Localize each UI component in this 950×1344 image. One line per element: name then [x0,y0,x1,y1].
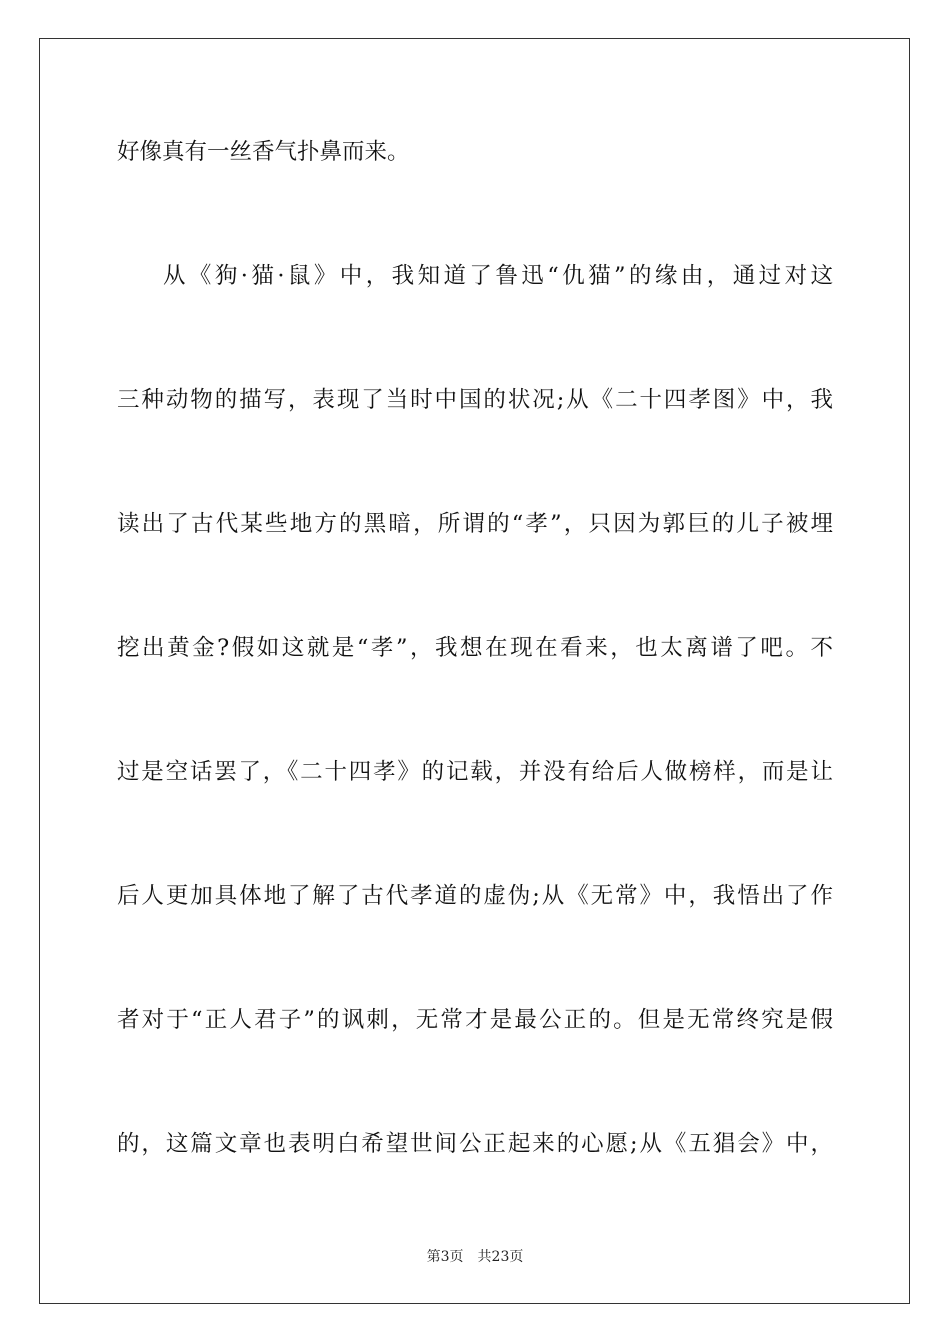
page-total: 共23页 [477,1249,524,1265]
paragraph-line: 三种动物的描写，表现了当时中国的状况;从《二十四孝图》中，我 [117,387,833,413]
paragraph-line: 从《狗·猫·鼠》中，我知道了鲁迅“仇猫”的缘由，通过对这 [163,263,833,289]
paragraph-line: 的，这篇文章也表明白希望世间公正起来的心愿;从《五猖会》中， [117,1131,833,1157]
paragraph-line: 者对于“正人君子”的讽刺，无常才是最公正的。但是无常终究是假 [117,1007,833,1033]
paragraph-line: 后人更加具体地了解了古代孝道的虚伪;从《无常》中，我悟出了作 [117,883,833,909]
paragraph-line: 过是空话罢了，《二十四孝》的记载，并没有给后人做榜样，而是让 [117,759,833,785]
paragraph-line: 读出了古代某些地方的黑暗，所谓的“孝”，只因为郭巨的儿子被埋 [117,511,833,537]
paragraph-line: 挖出黄金?假如这就是“孝”，我想在现在看来，也太离谱了吧。不 [117,635,833,661]
page-border [39,38,910,1304]
page-footer [0,1248,950,1266]
page-number: 第3页 [426,1249,464,1265]
paragraph-line: 好像真有一丝香气扑鼻而来。 [117,139,410,165]
